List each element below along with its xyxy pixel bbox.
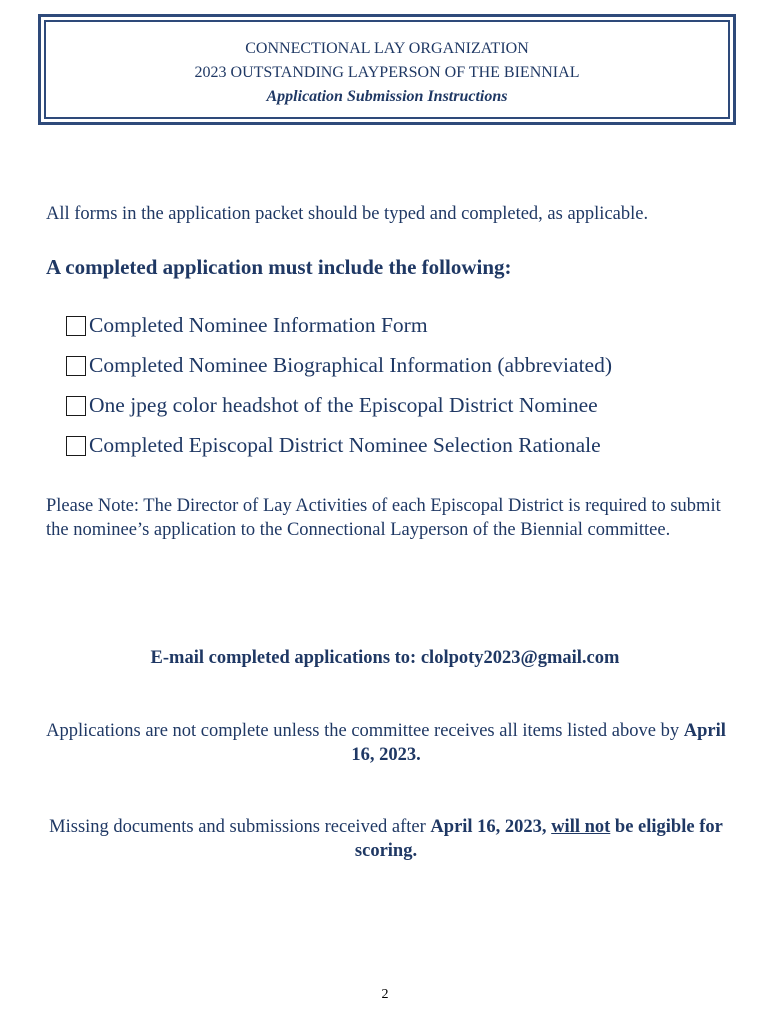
missing-rest: be eligible for scoring. xyxy=(354,817,723,861)
checklist-item xyxy=(66,305,612,345)
page-number: 2 xyxy=(381,987,389,1002)
will-not-emphasis: will not xyxy=(551,817,611,837)
checklist-item-label: Completed Episcopal District Nominee Selection Rationale xyxy=(89,432,601,457)
intro-text: All forms in the application packet should be typed and completed, as applicable. xyxy=(46,204,649,224)
deadline-date: April 16, 2023. xyxy=(351,721,726,765)
missing-date: April 16, 2023, xyxy=(430,817,547,837)
checklist-heading: A completed application must include the following: xyxy=(46,255,512,279)
checklist-item xyxy=(66,425,612,465)
organization-name: CONNECTIONAL LAY ORGANIZATION xyxy=(245,40,529,57)
header-box xyxy=(38,14,736,125)
requirements-checklist xyxy=(66,305,612,465)
header-text xyxy=(41,37,733,109)
checkbox[interactable] xyxy=(66,356,86,376)
checkbox[interactable] xyxy=(66,396,86,416)
deadline-body: Applications are not complete unless the committee receives all items listed above by xyxy=(46,721,684,741)
checkbox[interactable] xyxy=(66,316,86,336)
checklist-item xyxy=(66,345,612,385)
checklist-item xyxy=(66,385,612,425)
missing-documents-text xyxy=(46,815,726,863)
checkbox[interactable] xyxy=(66,436,86,456)
document-subtitle: Application Submission Instructions xyxy=(266,88,508,105)
document-title: 2023 OUTSTANDING LAYPERSON OF THE BIENNIAL xyxy=(194,64,580,81)
checklist-item-label: One jpeg color headshot of the Episcopal District Nominee xyxy=(89,392,598,417)
email-instruction: E-mail completed applications to: clolpoty2023@gmail.com xyxy=(150,648,620,668)
please-note-text: Please Note: The Director of Lay Activities of each Episcopal District is required to submit the nominee’s application to the Connectional Layperson of the Biennial committee. xyxy=(46,496,721,540)
missing-body: Missing documents and submissions received after xyxy=(49,817,431,837)
checklist-item-label: Completed Nominee Information Form xyxy=(89,312,428,337)
checklist-item-label: Completed Nominee Biographical Information (abbreviated) xyxy=(89,352,612,377)
deadline-text xyxy=(46,719,726,767)
